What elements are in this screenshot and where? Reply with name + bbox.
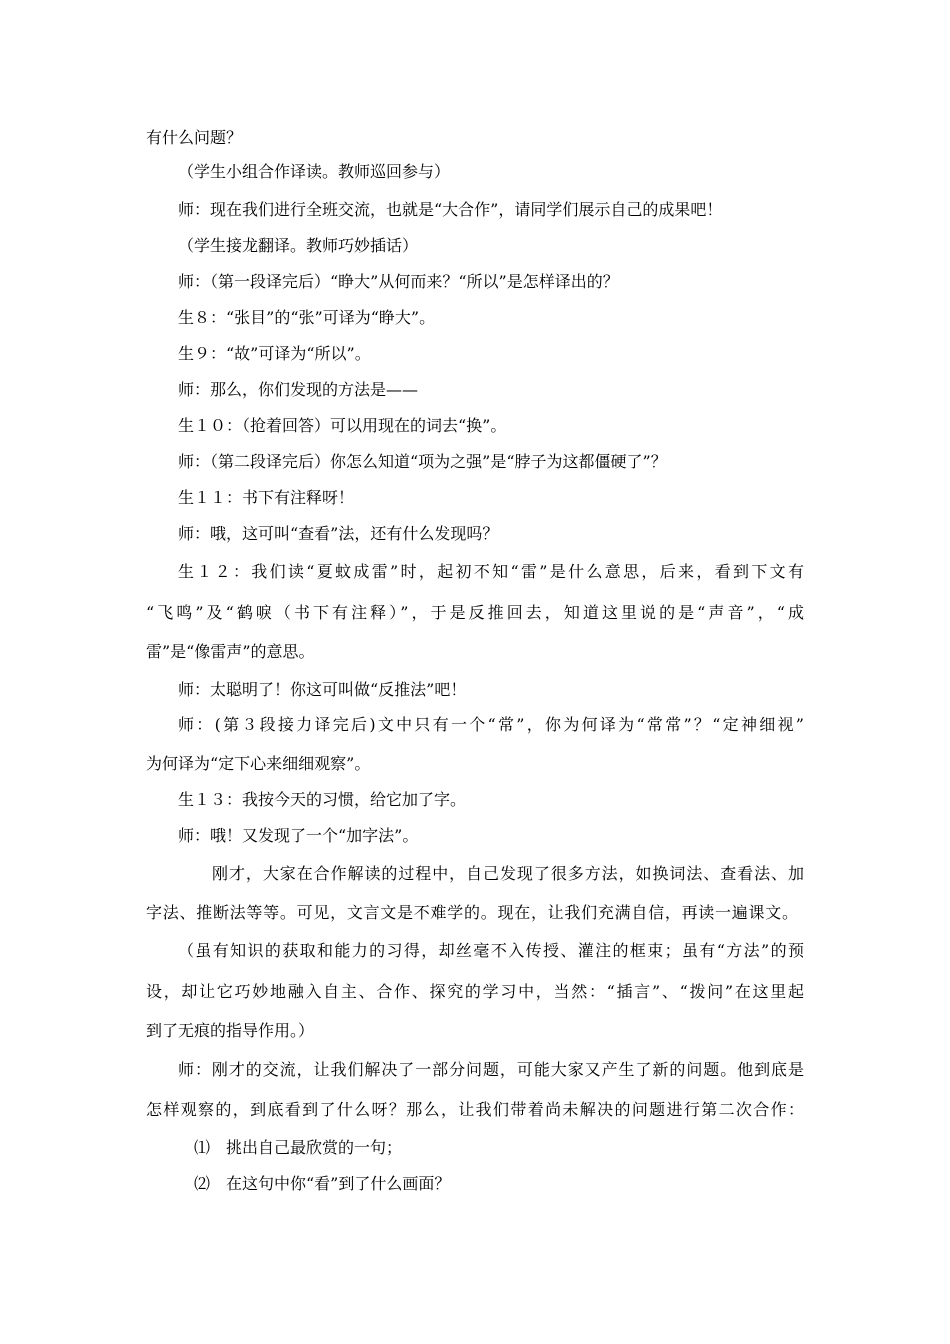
text-line: 师：哦，这可叫“查看”法，还有什么发现吗？: [178, 524, 499, 543]
text-line: （学生接龙翻译。教师巧妙插话）: [178, 236, 419, 255]
text-line: 生１１：书下有注释呀！: [178, 488, 355, 507]
text-line: （虽有知识的获取和能力的习得，却丝毫不入传授、灌注的框束；虽有“方法”的预: [178, 941, 804, 960]
text-line: 字法、推断法等等。可见，文言文是不难学的。现在，让我们充满自信，再读一遍课文。: [146, 903, 798, 922]
text-line: 雷”是“像雷声”的意思。: [146, 642, 315, 661]
text-line: 设，却让它巧妙地融入自主、合作、探究的学习中，当然：“插言”、“拨问”在这里起: [146, 982, 804, 1001]
text-line: 师：太聪明了！你这可叫做“反推法”吧！: [178, 680, 467, 699]
text-line: 为何译为“定下心来细细观察”。: [146, 754, 371, 773]
list-item: ⑴ 挑出自己最欣赏的一句；: [194, 1138, 403, 1157]
text-line: 师：（第二段译完后）你怎么知道“项为之强”是“脖子为这都僵硬了”？: [178, 452, 667, 471]
text-line: 到了无痕的指导作用。）: [146, 1021, 315, 1040]
text-line: 生１０：（抢着回答）可以用现在的词去“换”。: [178, 416, 507, 435]
text-line: 师：现在我们进行全班交流，也就是“大合作”，请同学们展示自己的成果吧！: [178, 200, 723, 219]
text-line: 刚才，大家在合作解读的过程中，自己发现了很多方法，如换词法、查看法、加: [212, 864, 804, 883]
text-line: 师：(第３段接力译完后)文中只有一个“常”，你为何译为“常常”？“定神细视”: [178, 715, 804, 734]
text-line: 生１３：我按今天的习惯，给它加了字。: [178, 790, 467, 809]
text-line: 怎样观察的，到底看到了什么呀？那么，让我们带着尚未解决的问题进行第二次合作：: [146, 1100, 804, 1119]
text-line: 师：（第一段译完后）“睁大”从何而来？“所以”是怎样译出的？: [178, 272, 619, 291]
text-line: 生９：“故”可译为“所以”。: [178, 344, 371, 363]
text-line: “飞鸣”及“鹤唳（书下有注释）”，于是反推回去，知道这里说的是“声音”，“成: [146, 603, 804, 622]
text-line: （学生小组合作译读。教师巡回参与）: [178, 162, 451, 181]
text-line: 师：刚才的交流，让我们解决了一部分问题，可能大家又产生了新的问题。他到底是: [178, 1060, 804, 1079]
text-line: 生８：“张目”的“张”可译为“睁大”。: [178, 308, 436, 327]
text-line: 生１２：我们读“夏蚊成雷”时，起初不知“雷”是什么意思，后来，看到下文有: [178, 562, 804, 581]
text-line: 师：那么，你们发现的方法是——: [178, 380, 419, 399]
text-line: 师：哦！又发现了一个“加字法”。: [178, 826, 419, 845]
list-item: ⑵ 在这句中你“看”到了什么画面？: [194, 1174, 451, 1193]
text-line: 有什么问题？: [146, 128, 243, 147]
